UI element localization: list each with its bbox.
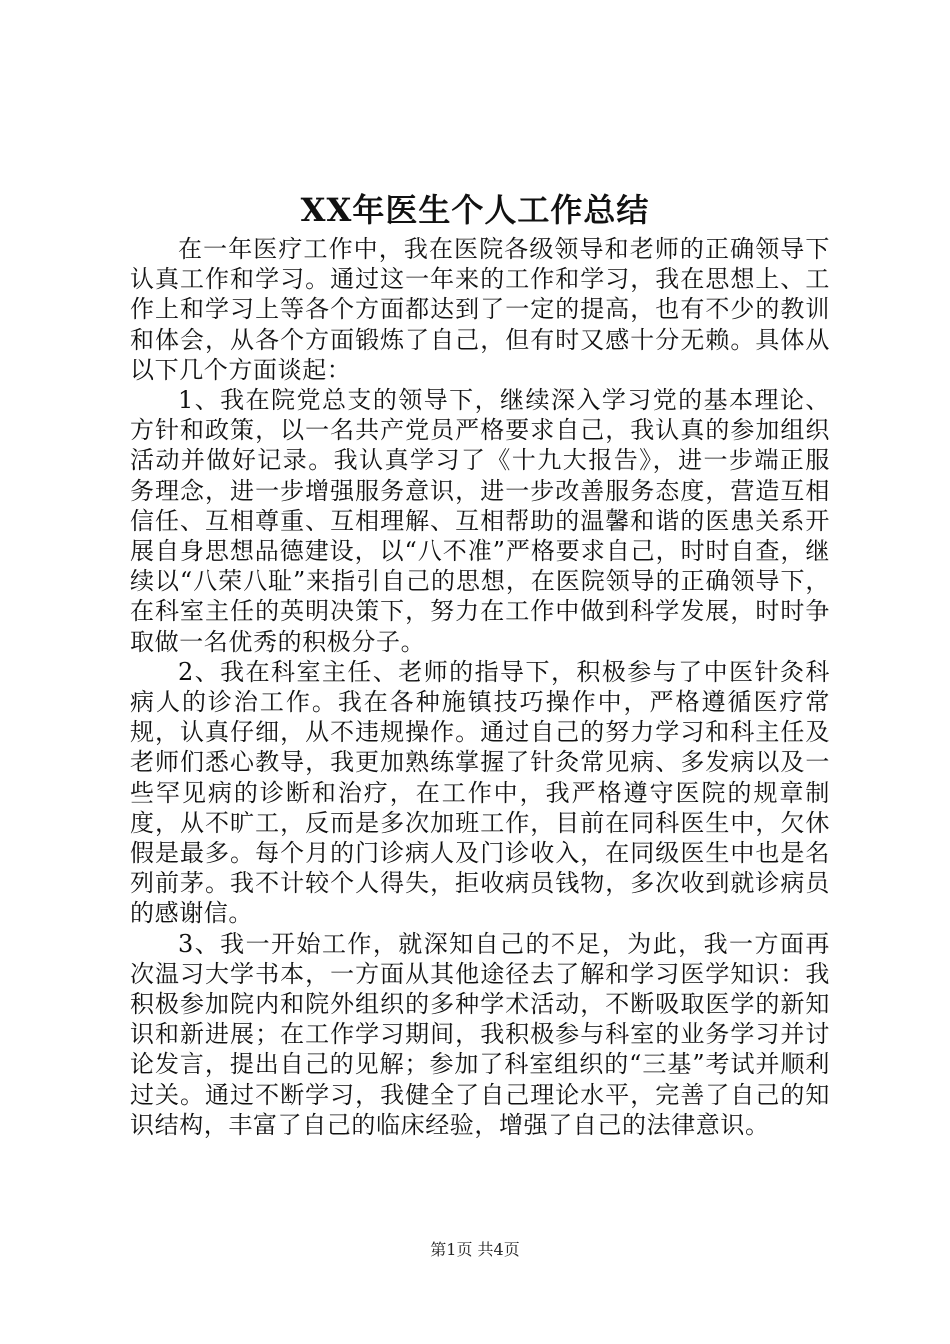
paragraph-section-1: 1、我在院党总支的领导下，继续深入学习党的基本理论、方针和政策，以一名共产党员严格要求自己，我认真的参加组织活动并做好记录。我认真学习了《十九大报告》，进一步端正服务理念，进一步增强服务意识，进一步改善服务态度，营造互相信任、互相尊重、互相理解、互相帮助的温馨和谐的医患关系开展自身思想品德建设，以“八不准”严格要求自己，时时自查，继续以“八荣八耻”来指引自己的思想，在医院领导的正确领导下，在科室主任的英明决策下，努力在工作中做到科学发展，时时争取做一名优秀的积极分子。	[130, 386, 830, 656]
paragraph-intro: 在一年医疗工作中，我在医院各级领导和老师的正确领导下认真工作和学习。通过这一年来的工作和学习，我在思想上、工作上和学习上等各个方面都达到了一定的提高，也有不少的教训和体会，从各个方面锻炼了自己，但有时又感十分无赖。具体从以下几个方面谈起：	[130, 235, 830, 384]
document-title: XX年医生个人工作总结	[300, 191, 650, 229]
document-body	[130, 234, 830, 1140]
page-number-footer: 第1页 共4页	[430, 1240, 520, 1259]
paragraph-section-3: 3、我一开始工作，就深知自己的不足，为此，我一方面再次温习大学书本，一方面从其他途径去了解和学习医学知识：我积极参加院内和院外组织的多种学术活动，不断吸取医学的新知识和新进展；在工作学习期间，我积极参与科室的业务学习并讨论发言，提出自己的见解；参加了科室组织的“三基”考试并顺利过关。通过不断学习，我健全了自己理论水平，完善了自己的知识结构，丰富了自己的临床经验，增强了自己的法律意识。	[130, 929, 830, 1139]
paragraph-section-2: 2、我在科室主任、老师的指导下，积极参与了中医针灸科病人的诊治工作。我在各种施镇技巧操作中，严格遵循医疗常规，认真仔细，从不违规操作。通过自己的努力学习和科主任及老师们悉心教导，我更加熟练掌握了针灸常见病、多发病以及一些罕见病的诊断和治疗，在工作中，我严格遵守医院的规章制度，从不旷工，反而是多次加班工作，目前在同科医生中，欠休假是最多。每个月的门诊病人及门诊收入，在同级医生中也是名列前茅。我不计较个人得失，拒收病员钱物，多次收到就诊病员的感谢信。	[130, 657, 830, 928]
